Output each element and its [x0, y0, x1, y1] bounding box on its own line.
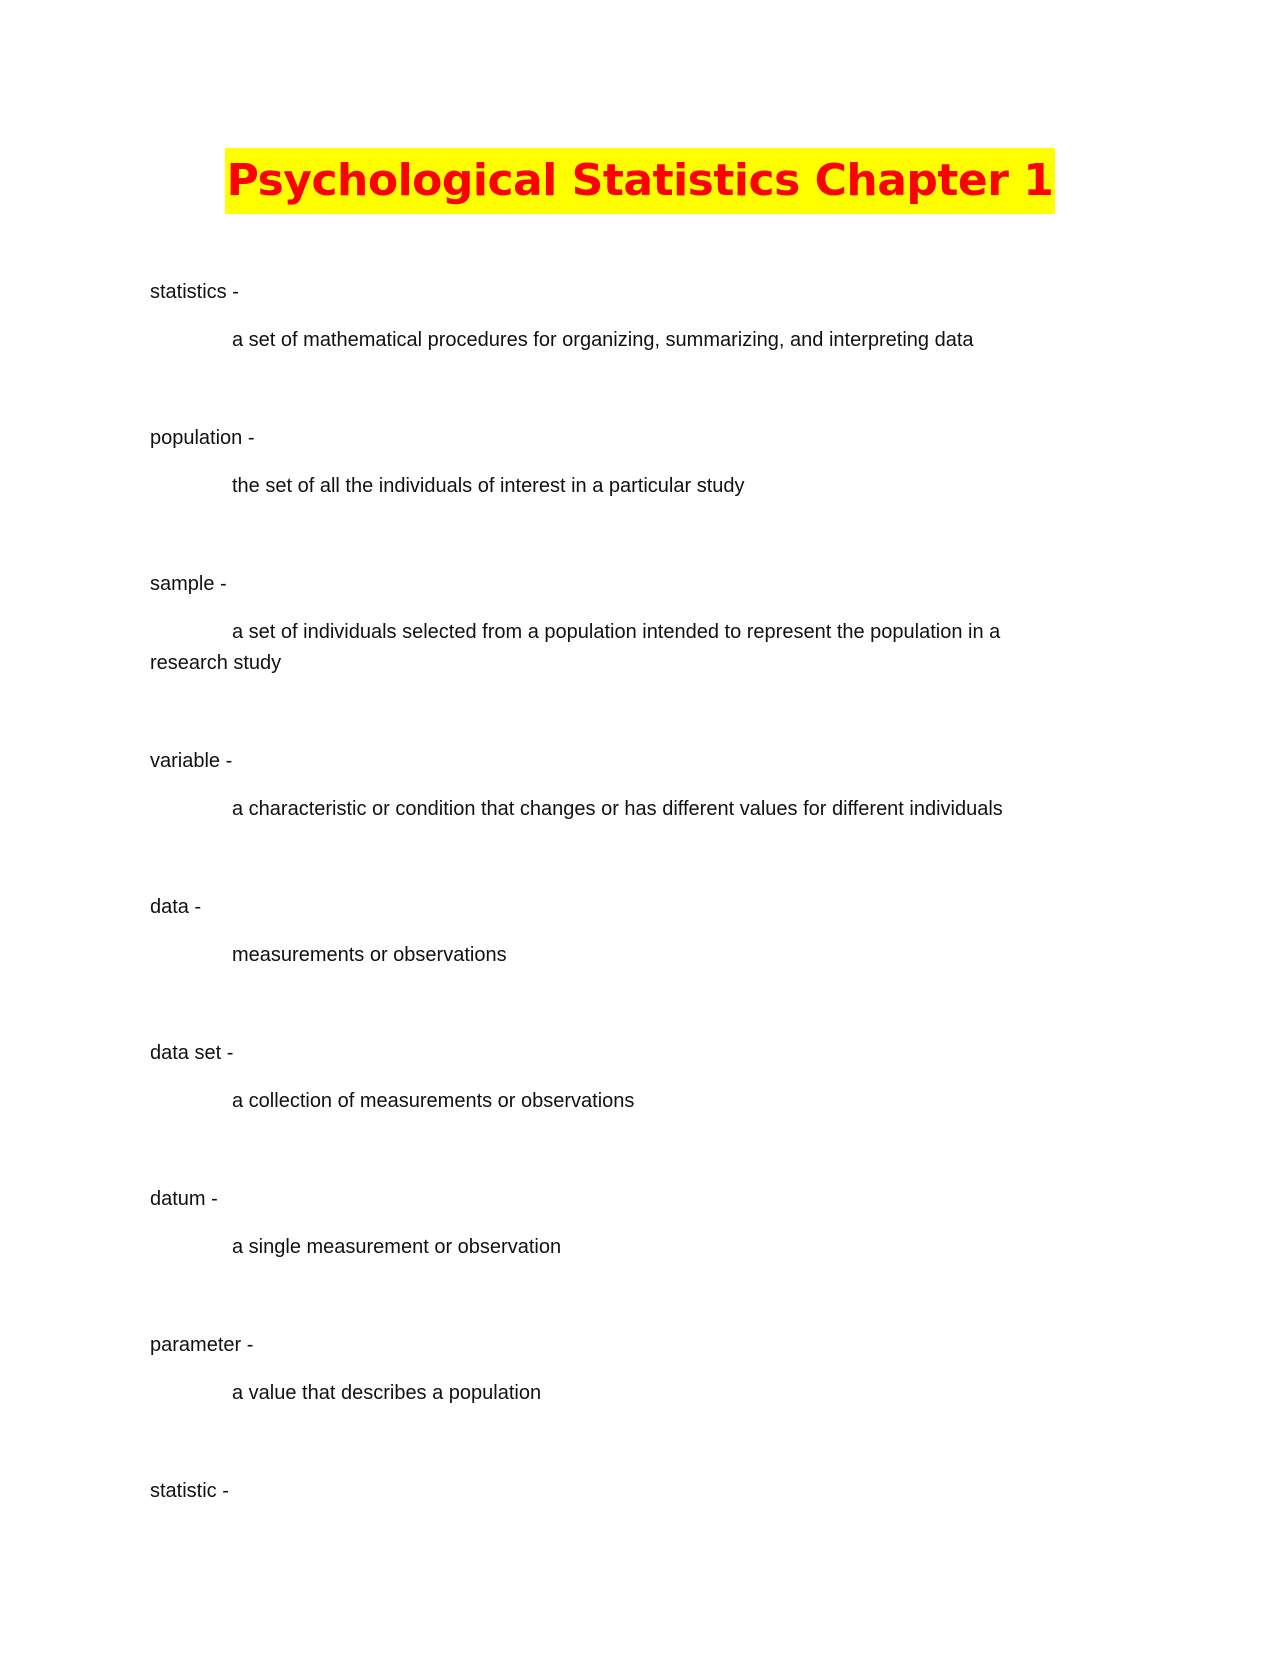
glossary-entry	[150, 570, 1070, 679]
glossary-term: data -	[150, 896, 202, 918]
glossary-entry	[150, 893, 1070, 971]
glossary-definition: a characteristic or condition that changes or has different values for different individuals	[232, 798, 1003, 820]
glossary-definition: a single measurement or observation	[232, 1236, 562, 1258]
glossary-definition: a set of individuals selected from a population intended to represent the population in a research study	[150, 621, 1001, 674]
glossary-definition: measurements or observations	[232, 944, 507, 966]
glossary-definition: a value that describes a population	[232, 1382, 542, 1404]
glossary-term: variable -	[150, 750, 233, 772]
glossary-definition: a collection of measurements or observations	[232, 1090, 635, 1112]
document-title: Psychological Statistics Chapter 1	[225, 148, 1056, 214]
glossary-entry	[150, 747, 1070, 825]
glossary-entry	[150, 1331, 1070, 1409]
glossary-entry	[150, 424, 1070, 502]
glossary-entry	[150, 1185, 1070, 1263]
glossary-term: statistic -	[150, 1480, 229, 1502]
glossary-definition: a set of mathematical procedures for organizing, summarizing, and interpreting data	[232, 329, 974, 351]
glossary-term: statistics -	[150, 281, 239, 303]
glossary-entry	[150, 1039, 1070, 1117]
glossary-term: population -	[150, 427, 255, 449]
glossary-entry	[150, 1477, 1070, 1505]
glossary-term: data set -	[150, 1042, 234, 1064]
glossary-entry	[150, 278, 1070, 356]
glossary-term: datum -	[150, 1188, 218, 1210]
glossary-term: sample -	[150, 573, 227, 595]
title-container	[0, 148, 1280, 214]
glossary-list	[150, 278, 1070, 1573]
glossary-definition: the set of all the individuals of interest in a particular study	[232, 475, 745, 497]
glossary-term: parameter -	[150, 1334, 254, 1356]
